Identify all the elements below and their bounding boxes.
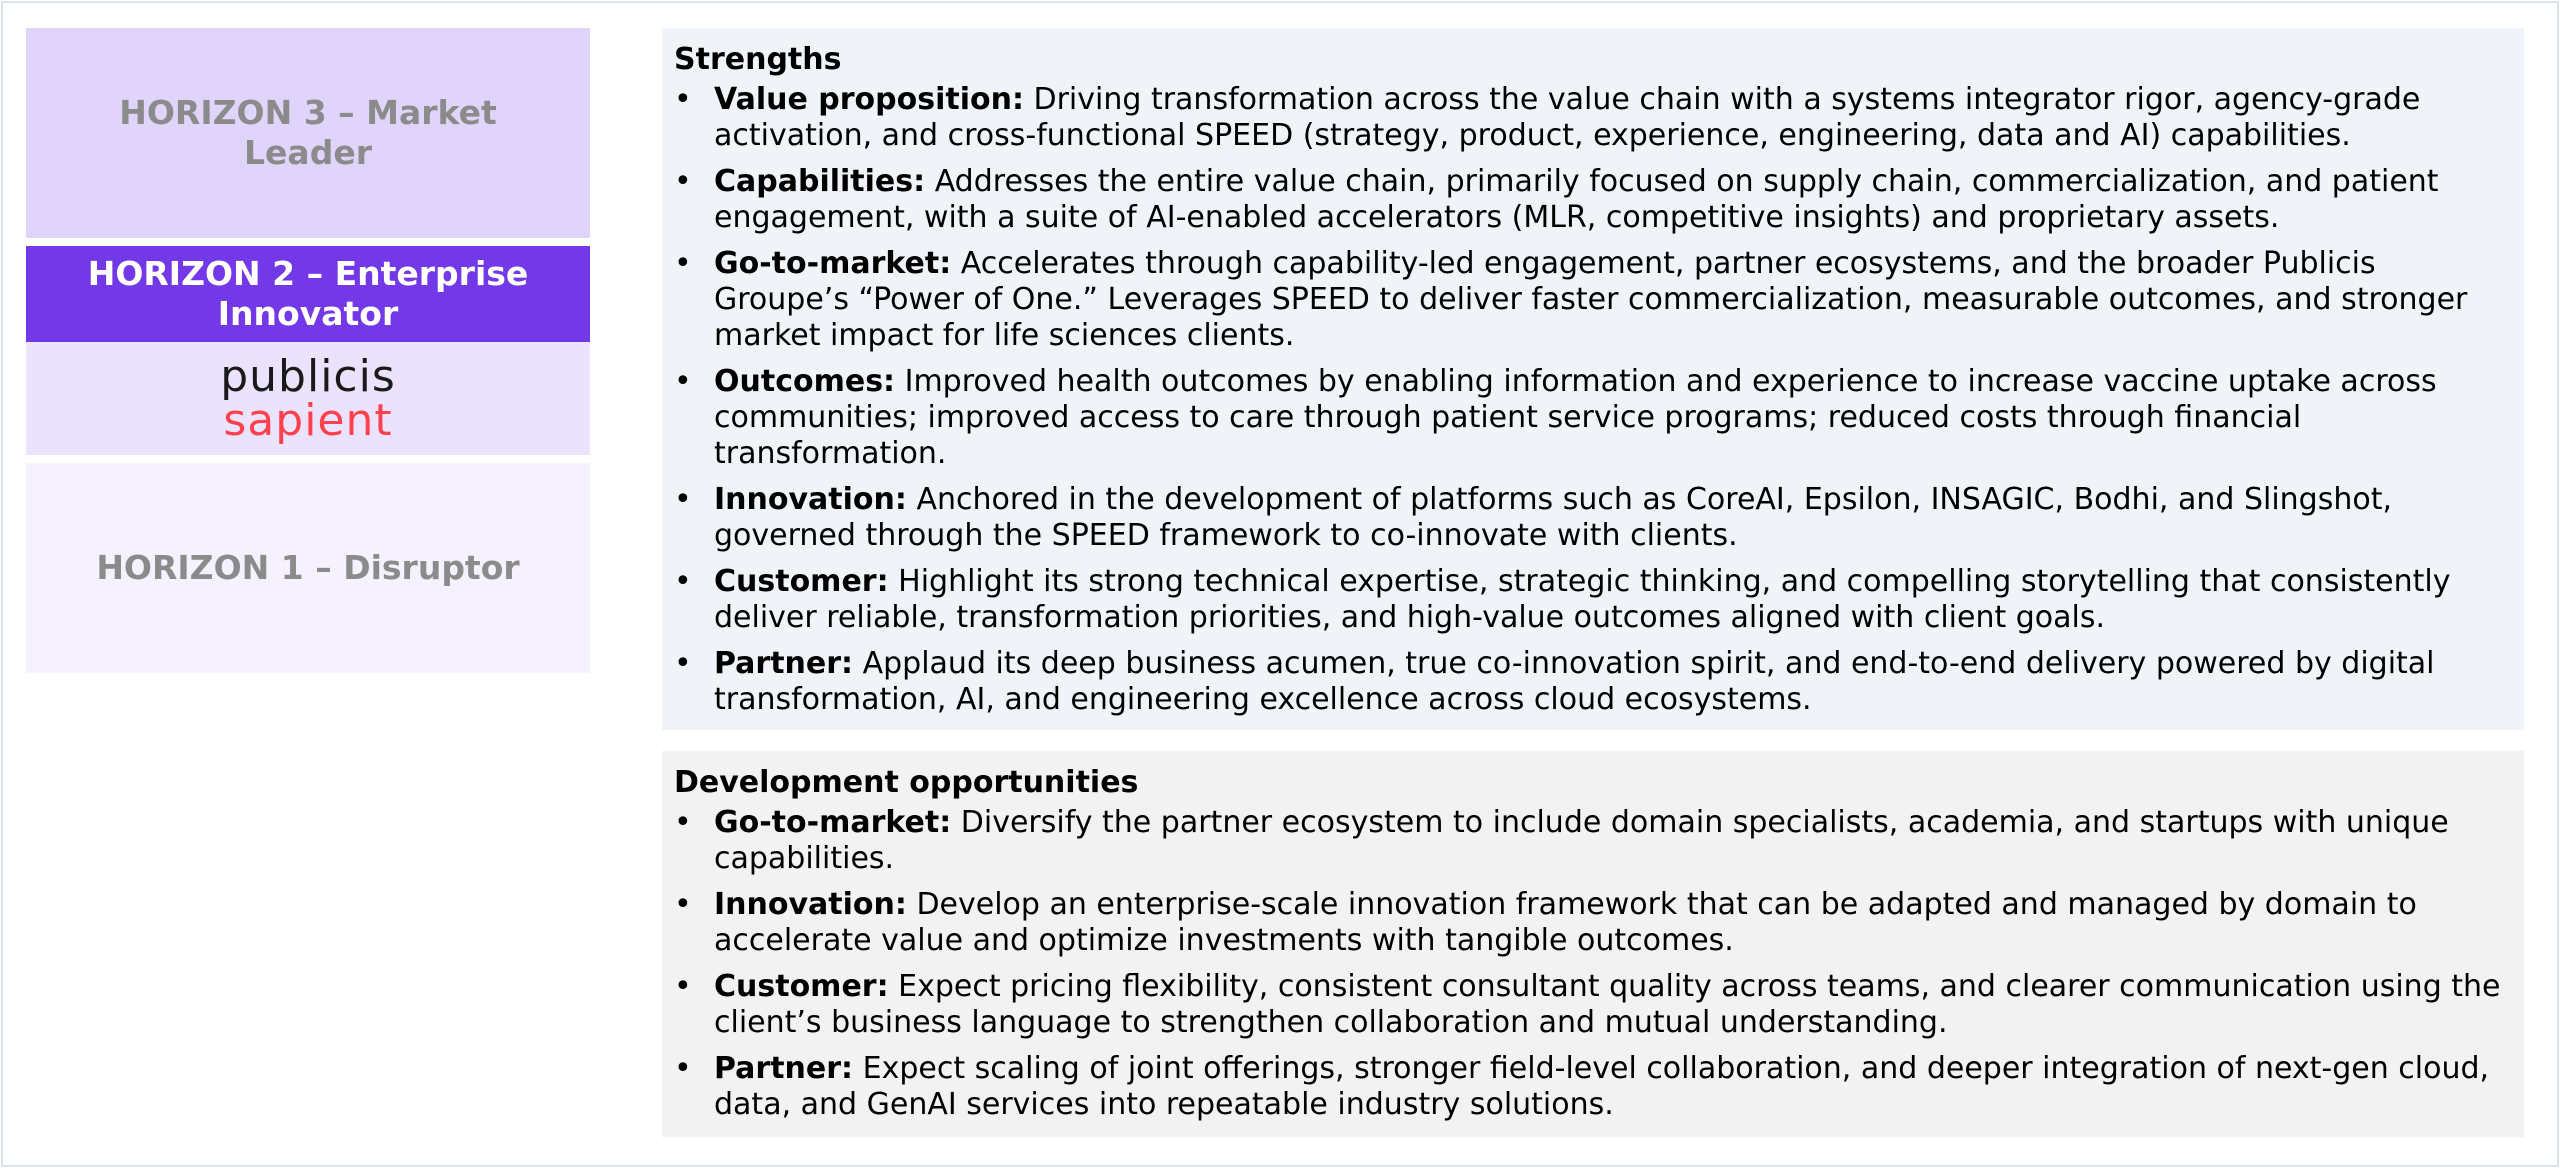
item-text: Accelerates through capability-led engagement, partner ecosystems, and the broader Publicis Groupe’s “Power of One.” Leverages SPEED to deliver faster commercialization, measurable outcomes, and stronger market impact for life sciences clients. <box>714 246 2468 353</box>
list-item <box>674 564 2512 636</box>
item-text: Expect pricing flexibility, consistent consultant quality across teams, and clearer communication using the client’s business language to strengthen collaboration and mutual understanding. <box>714 969 2501 1040</box>
item-text: Addresses the entire value chain, primarily focused on supply chain, commercialization, and patient engagement, with a suite of AI-enabled accelerators (MLR, competitive insights) and proprietary assets. <box>714 164 2439 235</box>
bullet-icon: • <box>674 887 692 922</box>
bullet-icon: • <box>674 805 692 840</box>
item-text: Expect scaling of joint offerings, stronger field-level collaboration, and deeper integration of next-gen cloud, data, and GenAI services into repeatable industry solutions. <box>714 1051 2490 1122</box>
bullet-icon: • <box>674 969 692 1004</box>
item-label: Customer: <box>714 564 889 599</box>
item-label: Innovation: <box>714 887 907 922</box>
bullet-icon: • <box>674 564 692 599</box>
item-label: Capabilities: <box>714 164 926 199</box>
item-label: Partner: <box>714 646 854 681</box>
item-text: Driving transformation across the value chain with a systems integrator rigor, agency-grade activation, and cross-functional SPEED (strategy, product, experience, engineering, data and AI) capabilities. <box>714 82 2421 153</box>
horizon-2-header <box>26 246 590 342</box>
bullet-icon: • <box>674 246 692 281</box>
item-label: Outcomes: <box>714 364 896 399</box>
item-text: Applaud its deep business acumen, true co-innovation spirit, and end-to-end delivery powered by digital transformation, AI, and engineering excellence across cloud ecosystems. <box>714 646 2435 717</box>
list-item <box>674 1051 2512 1123</box>
list-item <box>674 805 2512 877</box>
item-label: Innovation: <box>714 482 907 517</box>
item-text: Improved health outcomes by enabling information and experience to increase vaccine uptake across communities; improved access to care through patient service programs; reduced costs through financial transformation. <box>714 364 2437 471</box>
bullet-icon: • <box>674 82 692 117</box>
item-label: Go-to-market: <box>714 805 952 840</box>
horizon-1-box <box>26 463 590 673</box>
company-logo <box>26 342 590 455</box>
list-item <box>674 164 2512 236</box>
bullet-icon: • <box>674 482 692 517</box>
item-text: Highlight its strong technical expertise, strategic thinking, and compelling storytelling that consistently deliver reliable, transformation priorities, and high-value outcomes aligned with client goals. <box>714 564 2451 635</box>
horizon-3-box <box>26 28 590 238</box>
logo-text-publicis: publicis <box>220 350 396 402</box>
development-title: Development opportunities <box>674 765 1139 800</box>
development-panel <box>662 751 2524 1137</box>
list-item <box>674 364 2512 472</box>
item-text: Diversify the partner ecosystem to include domain specialists, academia, and startups with unique capabilities. <box>714 805 2449 876</box>
item-label: Value proposition: <box>714 82 1024 117</box>
item-label: Go-to-market: <box>714 246 952 281</box>
list-item <box>674 969 2512 1041</box>
horizon-1-label: HORIZON 1 – Disruptor <box>96 548 520 587</box>
list-item <box>674 887 2512 959</box>
horizon-2-label: HORIZON 2 – Enterprise Innovator <box>87 254 529 333</box>
development-list <box>674 805 2512 1123</box>
bullet-icon: • <box>674 646 692 681</box>
bullet-icon: • <box>674 364 692 399</box>
list-item <box>674 82 2512 154</box>
item-label: Customer: <box>714 969 889 1004</box>
strengths-panel <box>662 28 2524 730</box>
bullet-icon: • <box>674 164 692 199</box>
strengths-list <box>674 82 2512 718</box>
item-text: Anchored in the development of platforms such as CoreAI, Epsilon, INSAGIC, Bodhi, and Slingshot, governed through the SPEED framework to co-innovate with clients. <box>714 482 2393 553</box>
bullet-icon: • <box>674 1051 692 1086</box>
list-item <box>674 246 2512 354</box>
list-item <box>674 646 2512 718</box>
item-text: Develop an enterprise-scale innovation framework that can be adapted and managed by domain to accelerate value and optimize investments with tangible outcomes. <box>714 887 2417 958</box>
list-item <box>674 482 2512 554</box>
strengths-title: Strengths <box>674 42 842 77</box>
horizon-3-label: HORIZON 3 – Market Leader <box>119 93 497 172</box>
logo-text-sapient: sapient <box>223 394 393 446</box>
item-label: Partner: <box>714 1051 854 1086</box>
